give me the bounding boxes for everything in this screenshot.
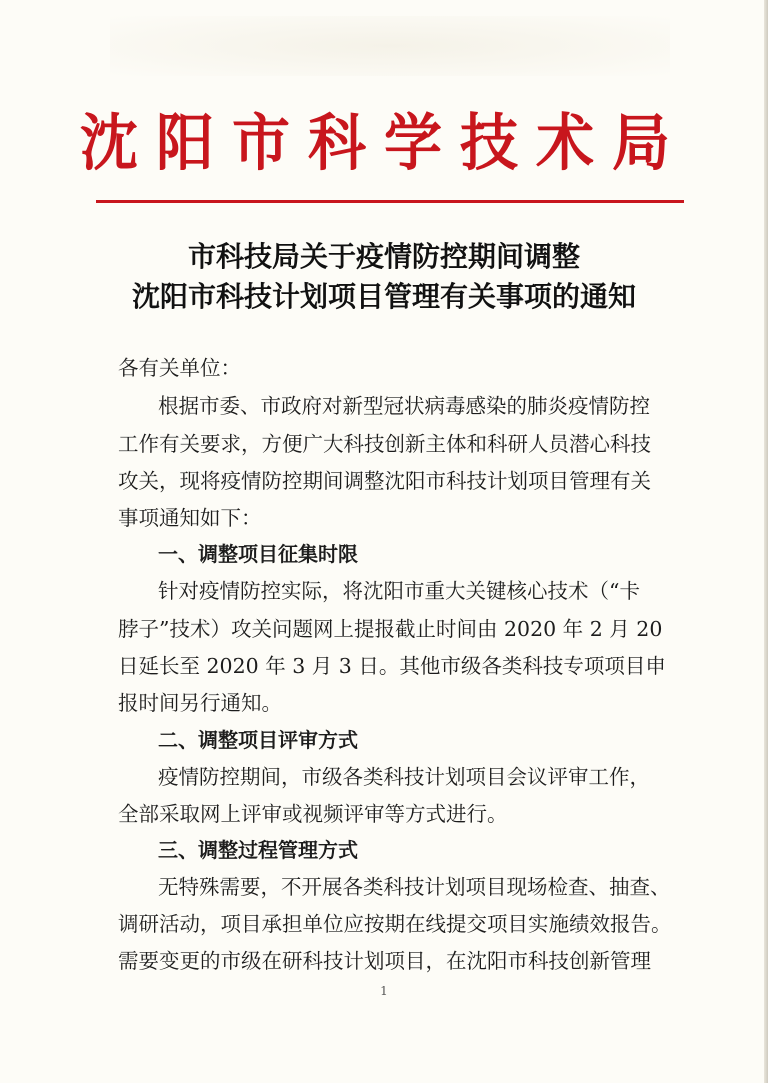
section-2-heading: 二、调整项目评审方式 — [158, 728, 358, 752]
masthead-red-rule — [96, 200, 684, 203]
section-2-line: 疫情防控期间，市级各类科技计划项目会议评审工作， — [158, 765, 650, 789]
section-1-line: 报时间另行通知。 — [118, 691, 282, 715]
section-3-line: 无特殊需要，不开展各类科技计划项目现场检查、抽查、 — [158, 875, 671, 899]
section-2-line: 全部采取网上评审或视频评审等方式进行。 — [118, 802, 508, 826]
masthead: 沈阳市科学技术局 — [79, 106, 688, 180]
intro-line: 事项通知如下： — [118, 506, 262, 530]
salutation: 各有关单位： — [118, 356, 241, 380]
section-1-line: 针对疫情防控实际，将沈阳市重大关键核心技术（“卡 — [158, 579, 640, 603]
section-3-heading: 三、调整过程管理方式 — [158, 838, 358, 862]
intro-line: 攻关，现将疫情防控期间调整沈阳市科技计划项目管理有关 — [118, 469, 651, 493]
section-1-line: 日延长至 2020 年 3 月 3 日。其他市级各类科技专项项目申 — [118, 654, 666, 678]
intro-line: 工作有关要求，方便广大科技创新主体和科研人员潜心科技 — [118, 432, 651, 456]
scan-edge-shadow — [764, 0, 768, 1083]
intro-line: 根据市委、市政府对新型冠状病毒感染的肺炎疫情防控 — [158, 394, 650, 418]
page-number: 1 — [380, 984, 388, 998]
section-1-heading: 一、调整项目征集时限 — [158, 542, 358, 566]
section-3-line: 调研活动，项目承担单位应按期在线提交项目实施绩效报告。 — [118, 912, 672, 936]
scan-artifact — [110, 16, 670, 76]
section-1-line: 脖子”技术）攻关问题网上提报截止时间由 2020 年 2 月 20 — [118, 617, 663, 641]
document-title-line-2: 沈阳市科技计划项目管理有关事项的通知 — [131, 280, 636, 313]
section-3-line: 需要变更的市级在研科技计划项目，在沈阳市科技创新管理 — [118, 949, 651, 973]
document-title-line-1: 市科技局关于疫情防控期间调整 — [187, 240, 580, 273]
